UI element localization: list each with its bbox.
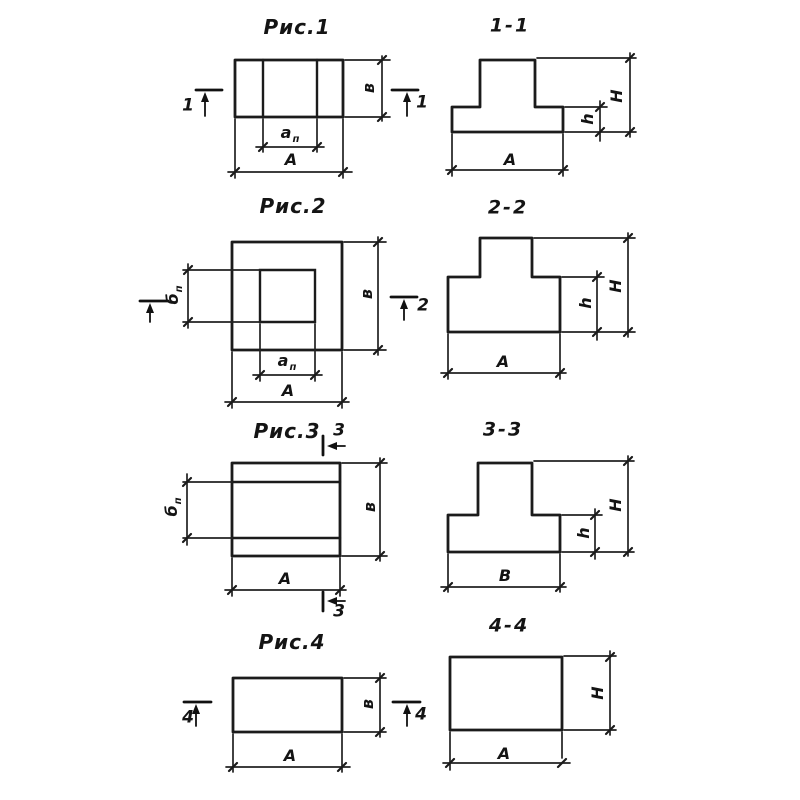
sec1-title: 1-1 (489, 14, 531, 37)
sec3-profile (441, 456, 634, 592)
fig3-dim-pocket-y-label: $б_п$ (162, 497, 184, 517)
fig1-cut-label-right: 1 (416, 92, 428, 113)
sec3-dim-slab-label: h (574, 527, 593, 539)
fig3-dim-width-label: в (360, 501, 379, 513)
sec2-dim-height-label: H (606, 279, 625, 293)
fig1-dim-pocket-label: $а_п$ (280, 123, 300, 145)
sec3-dim-length-label: В (498, 566, 512, 585)
fig1-plan (196, 56, 418, 178)
fig4-dim-width-label: в (358, 698, 377, 710)
fig3-dim-pocket-y (183, 474, 232, 545)
fig2-dim-pocket-y-label: $б_п$ (163, 285, 185, 305)
fig2-section-cut-right-icon (391, 297, 417, 320)
fig4-cut-label-left: 4 (182, 707, 194, 728)
fig1-section-cut-left-icon (196, 90, 222, 116)
fig1-cut-label-left: 1 (182, 95, 194, 116)
fig3-cut-label-top: 3 (333, 420, 345, 441)
fig1-title: Рис.1 (263, 15, 331, 39)
fig2-plan (140, 237, 417, 408)
fig4-dim-length-label: А (283, 746, 297, 765)
sec1-profile (446, 53, 636, 176)
sec2-dim-slab-label: h (576, 297, 595, 309)
sec4-title: 4-4 (488, 614, 530, 637)
fig3-cut-label-bottom: 3 (333, 601, 345, 622)
fig2-dim-pocket-x-label: $а_п$ (277, 351, 297, 373)
fig1-section-cut-right-icon (392, 90, 418, 116)
fig2-cut-label-right: 2 (417, 295, 429, 316)
fig4-cut-label-right: 4 (415, 704, 427, 725)
fig4-plan (184, 673, 420, 772)
fig1-dim-width-label: в (359, 82, 378, 94)
sec4-profile (443, 651, 616, 770)
sec1-dim-height-label: H (607, 89, 626, 103)
sec3-dim-height-label: H (606, 498, 625, 512)
fig2-dim-width-label: в (357, 288, 376, 300)
fig2-title: Рис.2 (259, 194, 327, 218)
sec4-dim-length-label: А (497, 744, 511, 763)
fig2-dim-length-label: А (281, 381, 295, 400)
fig3-dim-length-label: А (278, 569, 292, 588)
sec2-title: 2-2 (487, 196, 529, 219)
sec2-dim-length-label: А (496, 352, 510, 371)
sec1-dim-slab-label: h (578, 113, 597, 125)
sec1-dim-length-label: А (503, 150, 517, 169)
sec2-profile (441, 233, 635, 379)
sec3-title: 3-3 (482, 418, 524, 441)
fig1-dim-length-label: А (284, 150, 298, 169)
sec4-dim-height-label: H (588, 686, 607, 700)
fig3-title: Рис.3 (253, 419, 321, 443)
fig4-title: Рис.4 (258, 630, 326, 654)
fig2-dim-pocket-y (183, 264, 260, 328)
